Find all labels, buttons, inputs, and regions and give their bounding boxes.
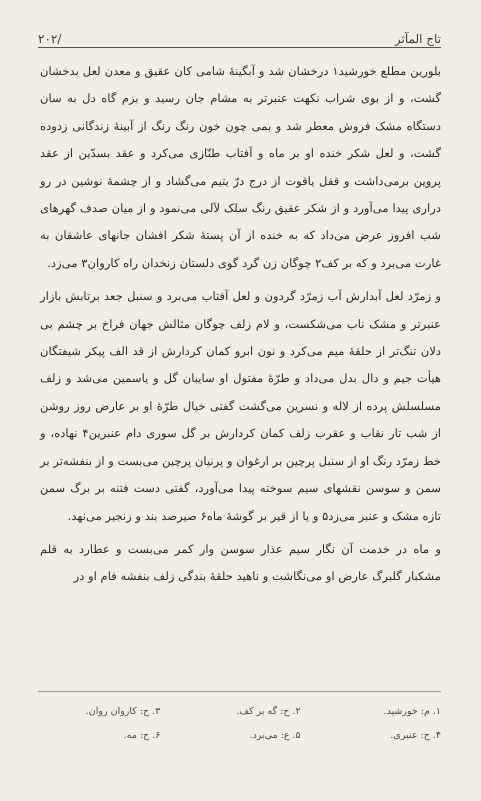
paragraph-1: بلورین مطلع خورشید۱ درخشان شد و آبگینهٔ شامی کان عقیق و معدن لعل بدخشان گشت، و از بوی شراب نکهت عنبرتر به مشام جان رسید و بزم گاه دل به سان دستگاه مشک فروش معطر شد و بمی چون خون رنگ رنگ از آبینهٔ زندگانی زدوده گشت، و لعل شکر خنده او بر ماه و آفتاب طنّازی می‌کرد و عقد بسدّین از عقد پروین برمی‌داشت و قفل یاقوت از درج درّ یتیم می‌گشاد و از چشمهٔ نوشین در رو دراری پیدا می‌آورد و از شکر عقیق رنگ سلک لآلی می‌نمود و از میان صدف گهرهای شب افروز عرض می‌داد که به خنده از آن پستهٔ شکر افشان جانهای عاشقان به غارت می‌برد و که بر کف۲ چوگان زن گرد گوی دلستان زنخدان راه کاروان۳ می‌زد. — [40, 64, 442, 270]
footnote-4: ۴. ح: عنبری. — [390, 730, 441, 741]
paragraph-3: و ماه در خدمت آن نگار سیم عذار سوسن وار کمر می‌بست و عطارد به قلم مشکبار گلبرگ عارض او می‌نگاشت و ناهید حلقهٔ بندگی زلف بنفشه فام او در — [40, 541, 441, 584]
footnotes — [40, 700, 441, 748]
footnote-row — [40, 724, 441, 748]
body-text — [40, 58, 441, 591]
running-title: تاج المآثر — [394, 32, 441, 46]
footnote-3: ۳. ح: کاروان روان. — [85, 706, 161, 717]
footnote-row — [40, 700, 441, 724]
footnote-1: ۱. م: خورشید. — [383, 706, 441, 717]
paragraph-2: و زمرّد لعل آبدارش آب زمرّد گردون و لعل آفتاب می‌برد و سنبل جعد برتابش بازار عنبرتر و مشک ناب می‌شکست، و لام زلف چوگان مثالش جهان فراخ بر چشم بی دلان تنگ‌تر از حلقهٔ میم می‌کرد و نون ابرو کمان کردارش از قد الف پیکر شیفتگان هیأت جیم و دال بدل می‌داد و طرّهٔ مفتول او سایبان گل و یاسمین می‌شد و زلف مسلسلش پرده از لاله و نسرین می‌گشت گفتی خیال طرّهٔ او بر عارض روز روشن از شب تار نقاب و عقرب زلف کمان کردارش بر گل سوری دام عنبرین۴ نهاده، و خط زمرّد رنگ او از سنبل پرچین بر ارغوان و پرنیان پرچین می‌بست و از بنفشه‌تر بر سمن و سوسن نقشهای سیم سوخته پیدا می‌آورد، گفتی دست فتنه بر برگ سمن تازه مشک و عنبر می‌زد۵ و یا از قیر بر گوشهٔ ماه۶ صیرصد بند و زنجیر می‌نهد. — [40, 289, 441, 523]
footnote-6: ۶. ح: مه. — [123, 730, 161, 741]
page-number: /۲۰۲ — [38, 32, 62, 46]
footnote-5: ۵. ع: می‌برد. — [249, 730, 301, 741]
header-rule — [38, 47, 441, 48]
footnote-2: ۲. ح: گه بر کف. — [236, 706, 301, 717]
running-header — [38, 24, 441, 46]
footnote-rule — [38, 691, 441, 692]
